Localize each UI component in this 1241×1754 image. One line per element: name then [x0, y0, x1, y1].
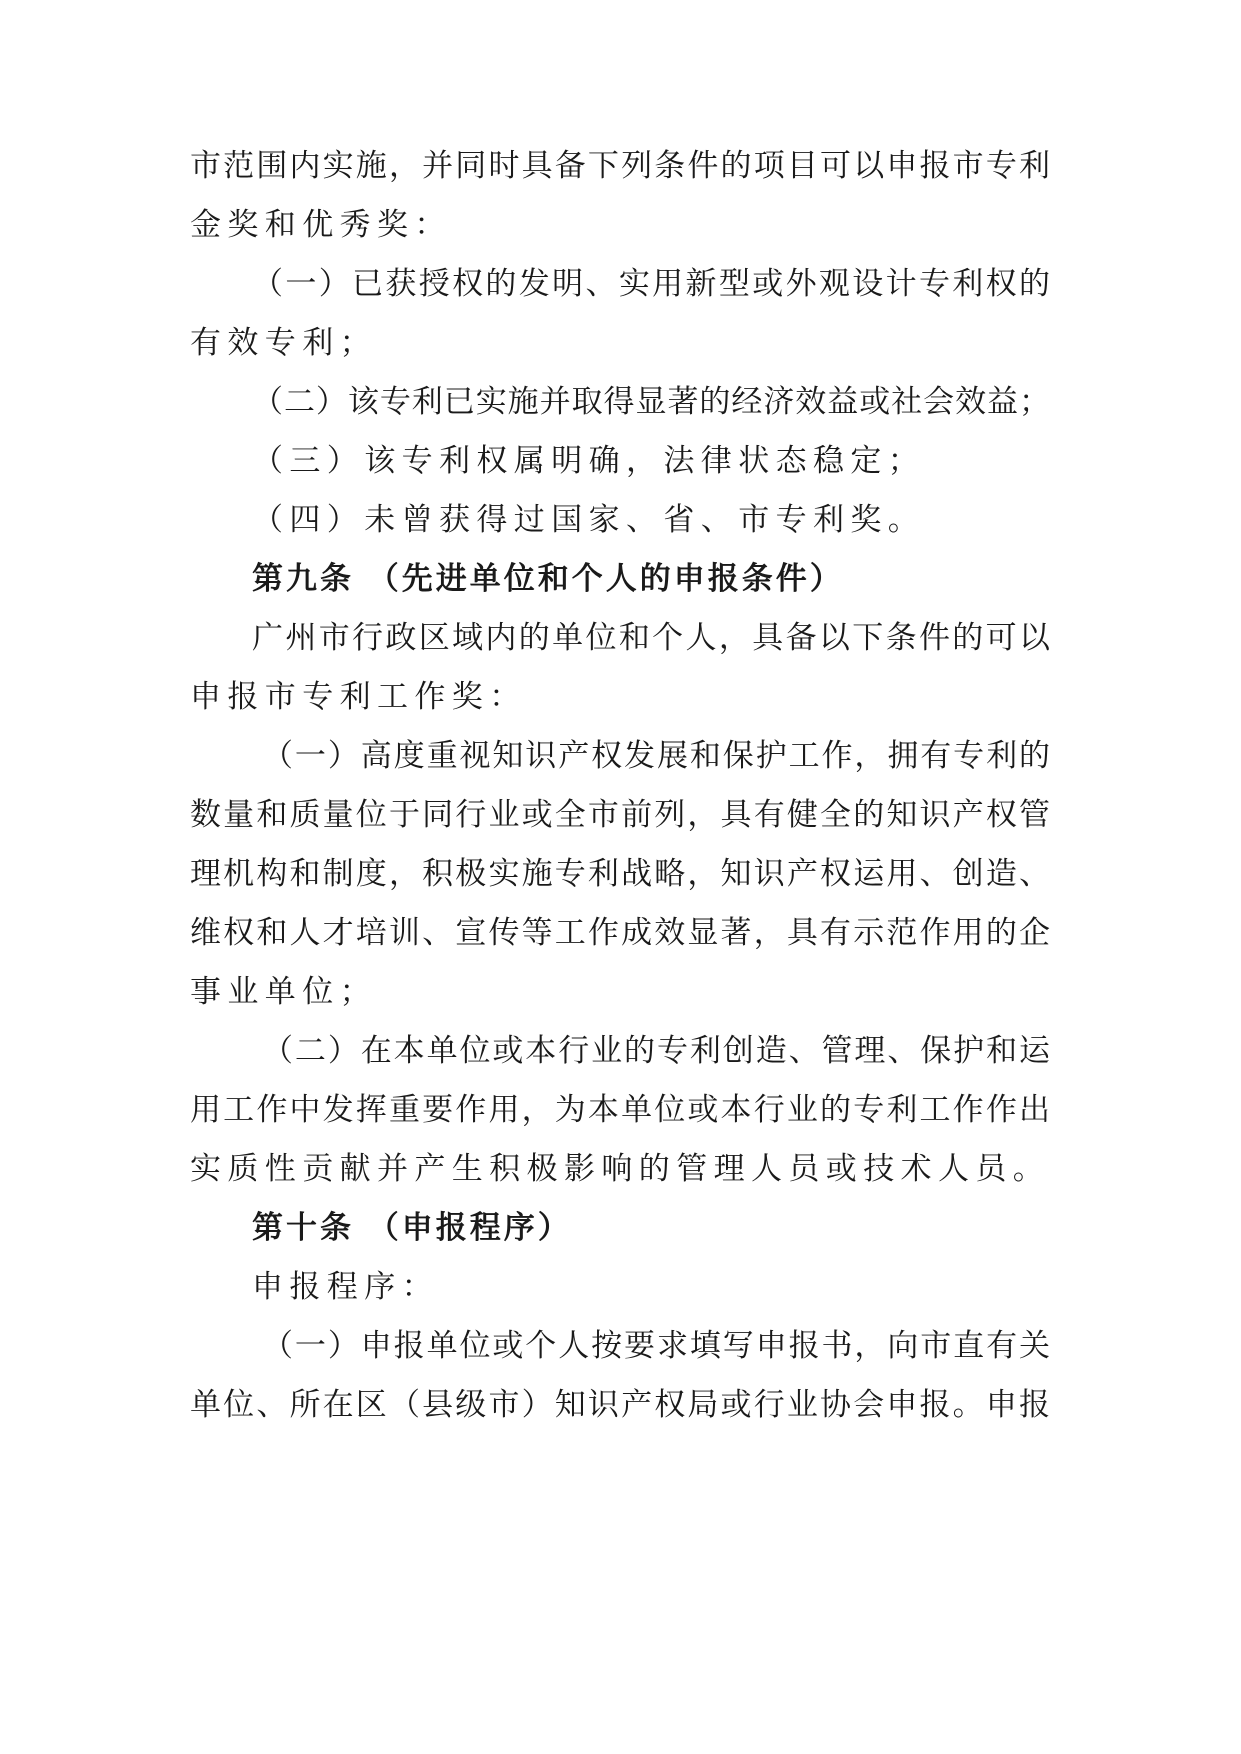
clause-line: （二）在本单位或本行业的专利创造、管理、保护和运 [262, 1033, 1050, 1069]
paragraph-line: 市范围内实施，并同时具备下列条件的项目可以申报市专利 [190, 148, 1050, 184]
paragraph-line: 事业单位； [190, 974, 377, 1010]
clause-line: （一）申报单位或个人按要求填写申报书，向市直有关 [262, 1328, 1050, 1364]
article-heading: 第十条 （申报程序） [252, 1210, 572, 1246]
paragraph-line: 理机构和制度，积极实施专利战略，知识产权运用、创造、 [190, 856, 1050, 892]
paragraph-line: 申报市专利工作奖： [190, 679, 527, 715]
paragraph-line: 实质性贡献并产生积极影响的管理人员或技术人员。 [190, 1151, 1050, 1187]
paragraph-line: 申报程序： [252, 1269, 439, 1305]
clause-line: （三）该专利权属明确，法律状态稳定； [252, 443, 926, 479]
paragraph-line: 维权和人才培训、宣传等工作成效显著，具有示范作用的企 [190, 915, 1050, 951]
clause-line: （二）该专利已实施并取得显著的经济效益或社会效益； [252, 384, 1050, 420]
clause-line: （四）未曾获得过国家、省、市专利奖。 [252, 502, 926, 538]
clause-line: （一）高度重视知识产权发展和保护工作，拥有专利的 [262, 738, 1050, 774]
paragraph-line: 数量和质量位于同行业或全市前列，具有健全的知识产权管 [190, 797, 1050, 833]
paragraph-line: 单位、所在区（县级市）知识产权局或行业协会申报。申报 [190, 1387, 1050, 1423]
paragraph-line: 金奖和优秀奖： [190, 207, 452, 243]
paragraph-line: 用工作中发挥重要作用，为本单位或本行业的专利工作作出 [190, 1092, 1050, 1128]
clause-line: （一）已获授权的发明、实用新型或外观设计专利权的 [252, 266, 1050, 302]
paragraph-line: 有效专利； [190, 325, 377, 361]
article-heading: 第九条 （先进单位和个人的申报条件） [252, 561, 844, 597]
paragraph-line: 广州市行政区域内的单位和个人，具备以下条件的可以 [252, 620, 1050, 656]
